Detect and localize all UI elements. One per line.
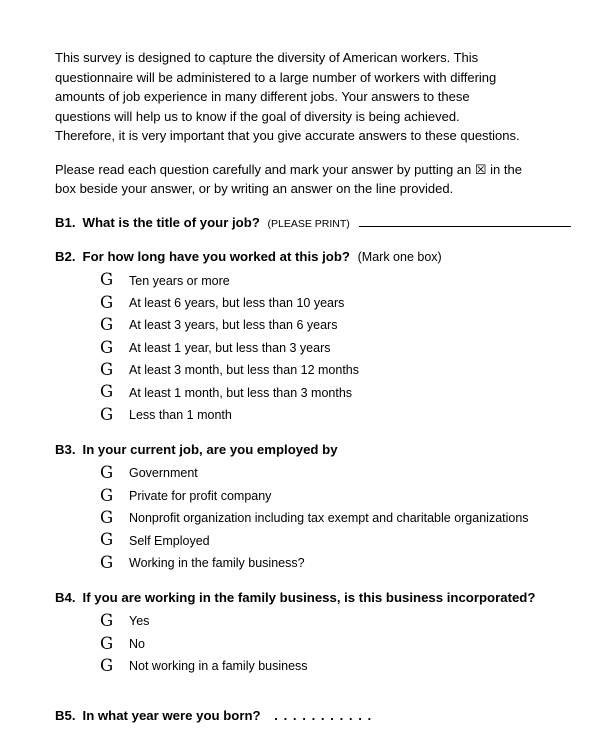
option-label: At least 1 year, but less than 3 years (129, 340, 331, 355)
option-row[interactable] (100, 337, 550, 359)
intro-text-line: This survey is designed to capture the diversity of American workers. This (55, 50, 479, 65)
question-b1-note: (PLEASE PRINT) (267, 217, 350, 230)
question-b5-text: In what year were you born? (82, 708, 261, 724)
option-row[interactable] (100, 462, 550, 484)
intro-paragraph (55, 48, 550, 146)
checkbox-glyph[interactable]: G (100, 633, 114, 653)
checkbox-glyph[interactable]: G (100, 530, 114, 550)
option-row[interactable] (100, 381, 550, 403)
option-row[interactable] (100, 655, 550, 677)
checkbox-glyph[interactable]: G (100, 507, 114, 527)
option-label: At least 6 years, but less than 10 years (129, 296, 345, 311)
checkbox-glyph[interactable]: G (100, 360, 114, 379)
question-b1 (55, 214, 550, 233)
option-row[interactable] (100, 292, 550, 314)
question-b4-options (100, 610, 550, 677)
option-label: Yes (129, 614, 150, 629)
intro-text-line: Therefore, it is very important that you give accurate answers to these questions. (55, 128, 520, 143)
checkbox-glyph[interactable]: G (100, 404, 114, 424)
question-b3 (55, 441, 550, 458)
question-b5-number: B5. (55, 708, 76, 724)
option-row[interactable] (100, 485, 550, 507)
instructions-text-line: box beside your answer, or by writing an answer on the line provided. (55, 181, 454, 196)
intro-text-line: amounts of job experience in many different jobs. Your answers to these (55, 89, 470, 104)
option-label: Less than 1 month (129, 408, 232, 423)
option-label: No (129, 636, 145, 651)
option-label: At least 1 month, but less than 3 months (129, 385, 353, 400)
question-b4-number: B4. (55, 590, 76, 606)
option-row[interactable] (100, 552, 550, 574)
checkbox-glyph[interactable]: G (100, 292, 114, 312)
question-b2-note: (Mark one box) (357, 249, 442, 264)
question-b4 (55, 589, 550, 606)
instructions-text-line: Please read each question carefully and mark your answer by putting an ☒ in the (55, 161, 522, 177)
question-b1-text: What is the title of your job? (82, 214, 260, 230)
option-label: Government (129, 466, 198, 481)
option-label: At least 3 month, but less than 12 months (129, 363, 359, 378)
question-b3-options (100, 462, 550, 574)
option-label: Self Employed (129, 533, 210, 548)
question-b1-number: B1. (55, 214, 76, 230)
option-row[interactable] (100, 314, 550, 336)
option-label: Not working in a family business (129, 659, 308, 674)
question-b2 (55, 248, 550, 266)
checkbox-glyph[interactable]: G (100, 463, 114, 483)
checkbox-glyph[interactable]: G (100, 485, 114, 505)
option-row[interactable] (100, 404, 550, 426)
intro-text-line: questions will help us to know if the goal of diversity is being achieved. (55, 108, 460, 124)
checkbox-glyph[interactable]: G (100, 655, 114, 675)
job-title-answer-line[interactable] (359, 215, 571, 227)
checkbox-glyph[interactable]: G (100, 382, 114, 402)
instructions-paragraph (55, 160, 550, 199)
option-row[interactable] (100, 507, 550, 529)
question-b4-text: If you are working in the family business, is this business incorporated? (82, 590, 536, 606)
checkbox-glyph[interactable]: G (100, 315, 114, 335)
option-row[interactable] (100, 610, 550, 632)
question-b2-number: B2. (55, 248, 76, 264)
birth-year-answer-dots[interactable]: . . . . . . . . . . . (274, 708, 373, 724)
question-b3-number: B3. (55, 442, 76, 458)
intro-text-line: questionnaire will be administered to a large number of workers with differing (55, 69, 497, 85)
option-label: Private for profit company (129, 488, 272, 503)
option-label: Ten years or more (129, 273, 230, 288)
option-row[interactable] (100, 633, 550, 655)
option-row[interactable] (100, 529, 550, 551)
checkbox-glyph[interactable]: G (100, 552, 114, 572)
option-label: Nonprofit organization including tax exempt and charitable organizations (129, 511, 529, 526)
checkbox-glyph[interactable]: G (100, 611, 114, 631)
checkbox-glyph[interactable]: G (100, 270, 114, 290)
option-label: At least 3 years, but less than 6 years (129, 318, 338, 333)
option-row[interactable] (100, 270, 550, 292)
question-b2-options (100, 270, 550, 427)
question-b3-text: In your current job, are you employed by (82, 442, 338, 458)
question-b2-text: For how long have you worked at this job? (82, 248, 350, 264)
checkbox-glyph[interactable]: G (100, 337, 114, 357)
question-b5 (55, 707, 550, 724)
option-row[interactable] (100, 359, 550, 381)
option-label: Working in the family business? (129, 555, 305, 570)
